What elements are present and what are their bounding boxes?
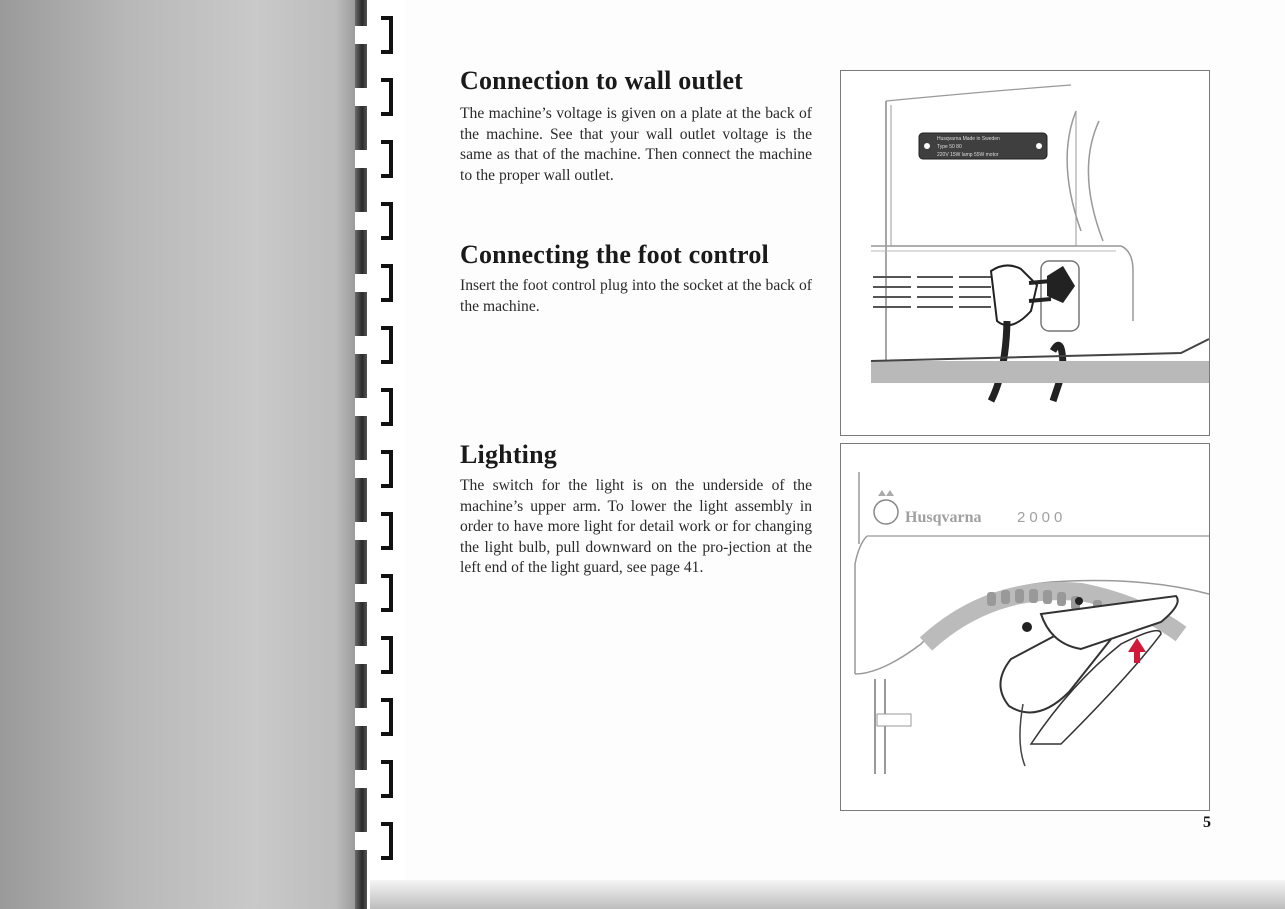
plate-line2: Type 50 80 — [937, 144, 962, 150]
binding-ring — [355, 814, 399, 866]
binding-ring — [355, 256, 399, 308]
machine-back-illustration — [841, 71, 1209, 435]
section-title-foot-control: Connecting the foot control — [460, 240, 769, 269]
figure-back-of-machine — [840, 70, 1210, 436]
binding-ring — [355, 8, 399, 60]
plate-line1: Husqvarna Made in Sweden — [937, 136, 1000, 142]
binding-ring — [355, 318, 399, 370]
binding-ring — [355, 628, 399, 680]
binding-ring — [355, 690, 399, 742]
figure-light-assembly — [840, 443, 1210, 811]
binding-ring — [355, 442, 399, 494]
binding-ring — [355, 70, 399, 122]
binding-ring — [355, 752, 399, 804]
plate-line3: 220V 15W lamp 55W motor — [937, 152, 999, 158]
page-number: 5 — [1203, 814, 1211, 831]
spiral-binding — [355, 0, 405, 909]
section-title-wall-outlet: Connection to wall outlet — [460, 66, 744, 95]
section-body-wall-outlet: The machine’s voltage is given on a plate at the back of the machine. See that your wall outlet voltage is the same as that of the machine. Then connect the machine to the proper wall outlet. — [460, 105, 812, 184]
section-body-lighting: The switch for the light is on the underside of the machine’s upper arm. To lower the light assembly in order to have more light for detail work or for changing the light bulb, pull downward on the pro-jection at the left end of the light guard, see page 41. — [460, 477, 812, 577]
binding-ring — [355, 504, 399, 556]
model-number: 2000 — [1017, 509, 1067, 526]
binding-ring — [355, 566, 399, 618]
section-body-foot-control: Insert the foot control plug into the socket at the back of the machine. — [460, 277, 812, 315]
binding-ring — [355, 194, 399, 246]
binding-ring — [355, 380, 399, 432]
page-bottom-shadow — [370, 880, 1285, 909]
section-title-lighting: Lighting — [460, 440, 557, 469]
light-assembly-illustration — [841, 444, 1209, 810]
binding-ring — [355, 132, 399, 184]
brand-name: Husqvarna — [905, 509, 982, 526]
facing-page — [0, 0, 365, 909]
